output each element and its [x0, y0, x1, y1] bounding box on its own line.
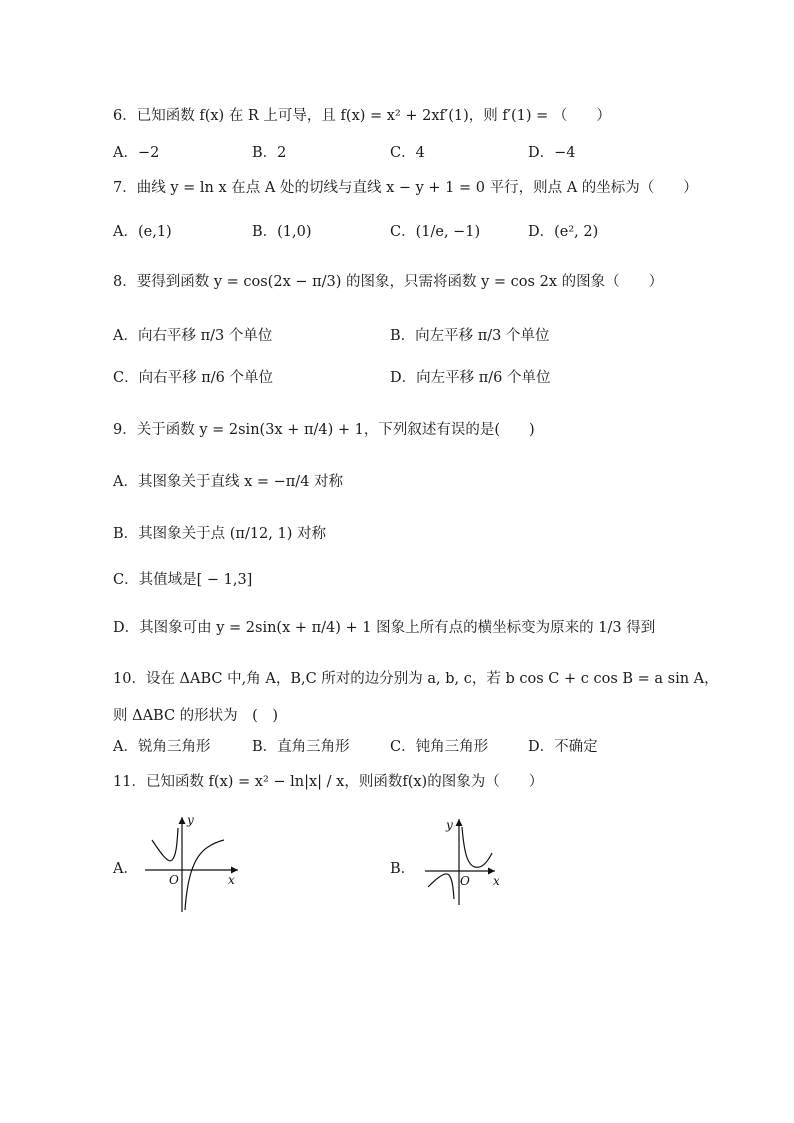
option-c: C．其值域是[ − 1,3] — [113, 572, 253, 588]
option-a: A．向右平移 π/3 个单位 — [113, 328, 273, 344]
question-6-text: 6．已知函数 f(x) 在 R 上可导，且 f(x) = x² + 2xf′(1)，则 f′(1) = （ ） — [113, 108, 611, 124]
curve-right — [462, 827, 492, 867]
question-7-options — [0, 222, 794, 242]
option-d: D．向左平移 π/6 个单位 — [390, 370, 551, 386]
origin-label: O — [169, 873, 179, 887]
question-9-option-a — [0, 472, 794, 492]
y-axis-label: y — [187, 813, 194, 827]
question-11-stem — [0, 772, 794, 792]
curve-left — [428, 874, 454, 899]
question-10-stem-2 — [0, 706, 794, 726]
question-7-stem — [0, 178, 794, 198]
option-c: C．钝角三角形 — [390, 739, 489, 755]
curve-right — [185, 840, 224, 910]
question-9-stem — [0, 420, 794, 440]
option-d: D．不确定 — [528, 739, 598, 755]
question-11-text: 11．已知函数 f(x) = x² − ln|x| / x，则函数f(x)的图象为（ ） — [113, 774, 544, 790]
option-b: B．直角三角形 — [252, 739, 350, 755]
question-10-stem — [0, 669, 794, 689]
question-10-text: 10．设在 ΔABC 中,角 A，B,C 所对的边分别为 a, b, c，若 b cos C + c cos B = a sin A， — [113, 671, 719, 687]
x-axis-label: x — [228, 873, 235, 887]
option-d: D．−4 — [528, 145, 576, 161]
option-b: B．其图象关于点 (π/12, 1) 对称 — [113, 526, 326, 542]
option-d: D．(e², 2) — [528, 224, 599, 240]
curve-left — [152, 828, 178, 861]
option-c: C．向右平移 π/6 个单位 — [113, 370, 273, 386]
option-b: B．(1,0) — [252, 224, 312, 240]
option-c: C．4 — [390, 145, 425, 161]
graph-b — [420, 815, 540, 915]
question-6-options — [0, 143, 794, 163]
question-9-option-d — [0, 618, 794, 638]
question-6-stem — [0, 106, 794, 126]
question-9-option-c — [0, 570, 794, 590]
option-c: C．(1/e, −1) — [390, 224, 481, 240]
question-8-text: 8．要得到函数 y = cos(2x − π/3) 的图象，只需将函数 y = cos 2x 的图象（ ） — [113, 274, 664, 290]
x-axis-label: x — [493, 874, 500, 888]
option-d: D．其图象可由 y = 2sin(x + π/4) + 1 图象上所有点的横坐标变为原来的 1/3 得到 — [113, 620, 656, 636]
option-a: A．(e,1) — [113, 224, 172, 240]
option-a: A．锐角三角形 — [113, 739, 211, 755]
question-10-text-2: 则 ΔABC 的形状为 ( ) — [113, 708, 278, 724]
option-b: B．2 — [252, 145, 287, 161]
option-b-label: B． — [390, 861, 416, 877]
option-b: B．向左平移 π/3 个单位 — [390, 328, 550, 344]
origin-label: O — [460, 874, 470, 888]
question-9-text: 9．关于函数 y = 2sin(3x + π/4) + 1，下列叙述有误的是( ) — [113, 422, 535, 438]
option-a-label: A． — [113, 861, 138, 877]
question-9-option-b — [0, 524, 794, 544]
option-a: A．−2 — [113, 145, 160, 161]
question-7-text: 7．曲线 y = ln x 在点 A 处的切线与直线 x − y + 1 = 0 平行，则点 A 的坐标为（ ） — [113, 180, 698, 196]
y-axis-label: y — [446, 818, 453, 832]
question-10-options — [0, 737, 794, 757]
graph-a — [140, 812, 260, 922]
question-8-stem — [0, 272, 794, 292]
question-8-options-row2 — [0, 368, 794, 388]
option-a: A．其图象关于直线 x = −π/4 对称 — [113, 474, 344, 490]
question-8-options-row1 — [0, 326, 794, 346]
